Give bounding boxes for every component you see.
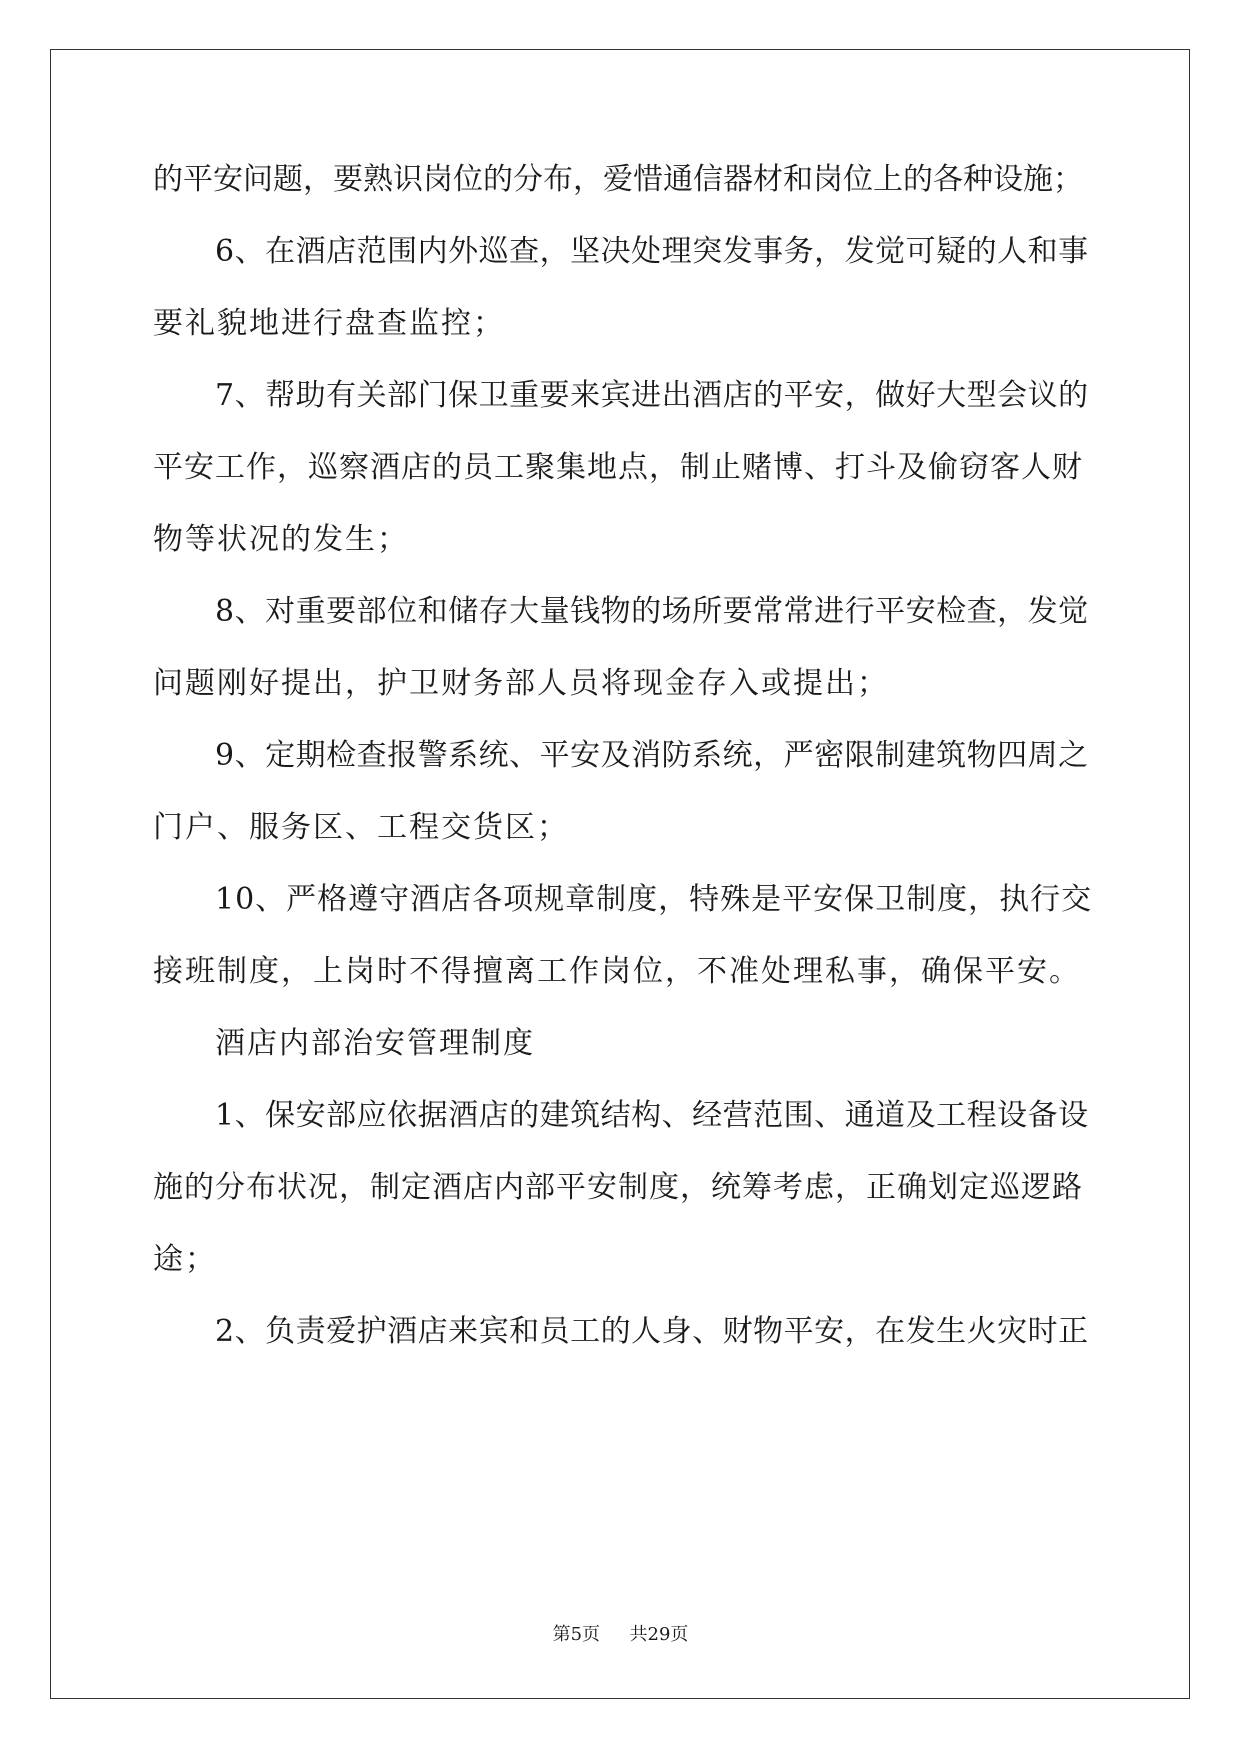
- text-line: 7、帮助有关部门保卫重要来宾进出酒店的平安，做好大型会议的: [215, 378, 1089, 413]
- text-line: 10、严格遵守酒店各项规章制度，特殊是平安保卫制度，执行交: [215, 882, 1093, 917]
- page-border: [50, 49, 1190, 1699]
- text-line: 途；: [153, 1242, 217, 1277]
- page-total: 共29页: [629, 1624, 689, 1645]
- text-line: 问题刚好提出，护卫财务部人员将现金存入或提出；: [153, 666, 889, 701]
- text-line: 门户、服务区、工程交货区；: [153, 810, 569, 845]
- text-line: 物等状况的发生；: [153, 522, 409, 557]
- text-line: 要礼貌地进行盘查监控；: [153, 306, 505, 341]
- text-line: 8、对重要部位和储存大量钱物的场所要常常进行平安检查，发觉: [215, 594, 1089, 629]
- text-line: 1、保安部应依据酒店的建筑结构、经营范围、通道及工程设备设: [215, 1098, 1089, 1133]
- text-line: 平安工作，巡察酒店的员工聚集地点，制止赌博、打斗及偷窃客人财: [153, 450, 1083, 485]
- text-line: 2、负责爱护酒店来宾和员工的人身、财物平安，在发生火灾时正: [215, 1314, 1089, 1349]
- page-number: 第5页: [552, 1624, 601, 1645]
- text-line: 9、定期检查报警系统、平安及消防系统，严密限制建筑物四周之: [215, 738, 1089, 773]
- text-line: 施的分布状况，制定酒店内部平安制度，统筹考虑，正确划定巡逻路: [153, 1170, 1083, 1205]
- text-line: 接班制度，上岗时不得擅离工作岗位，不准处理私事，确保平安。: [153, 954, 1081, 989]
- page-footer: [0, 1620, 1241, 1646]
- text-line: 6、在酒店范围内外巡查，坚决处理突发事务，发觉可疑的人和事: [215, 234, 1089, 269]
- section-heading: 酒店内部治安管理制度: [215, 1026, 535, 1061]
- text-line: 的平安问题，要熟识岗位的分布，爱惜通信器材和岗位上的各种设施；: [153, 162, 1083, 197]
